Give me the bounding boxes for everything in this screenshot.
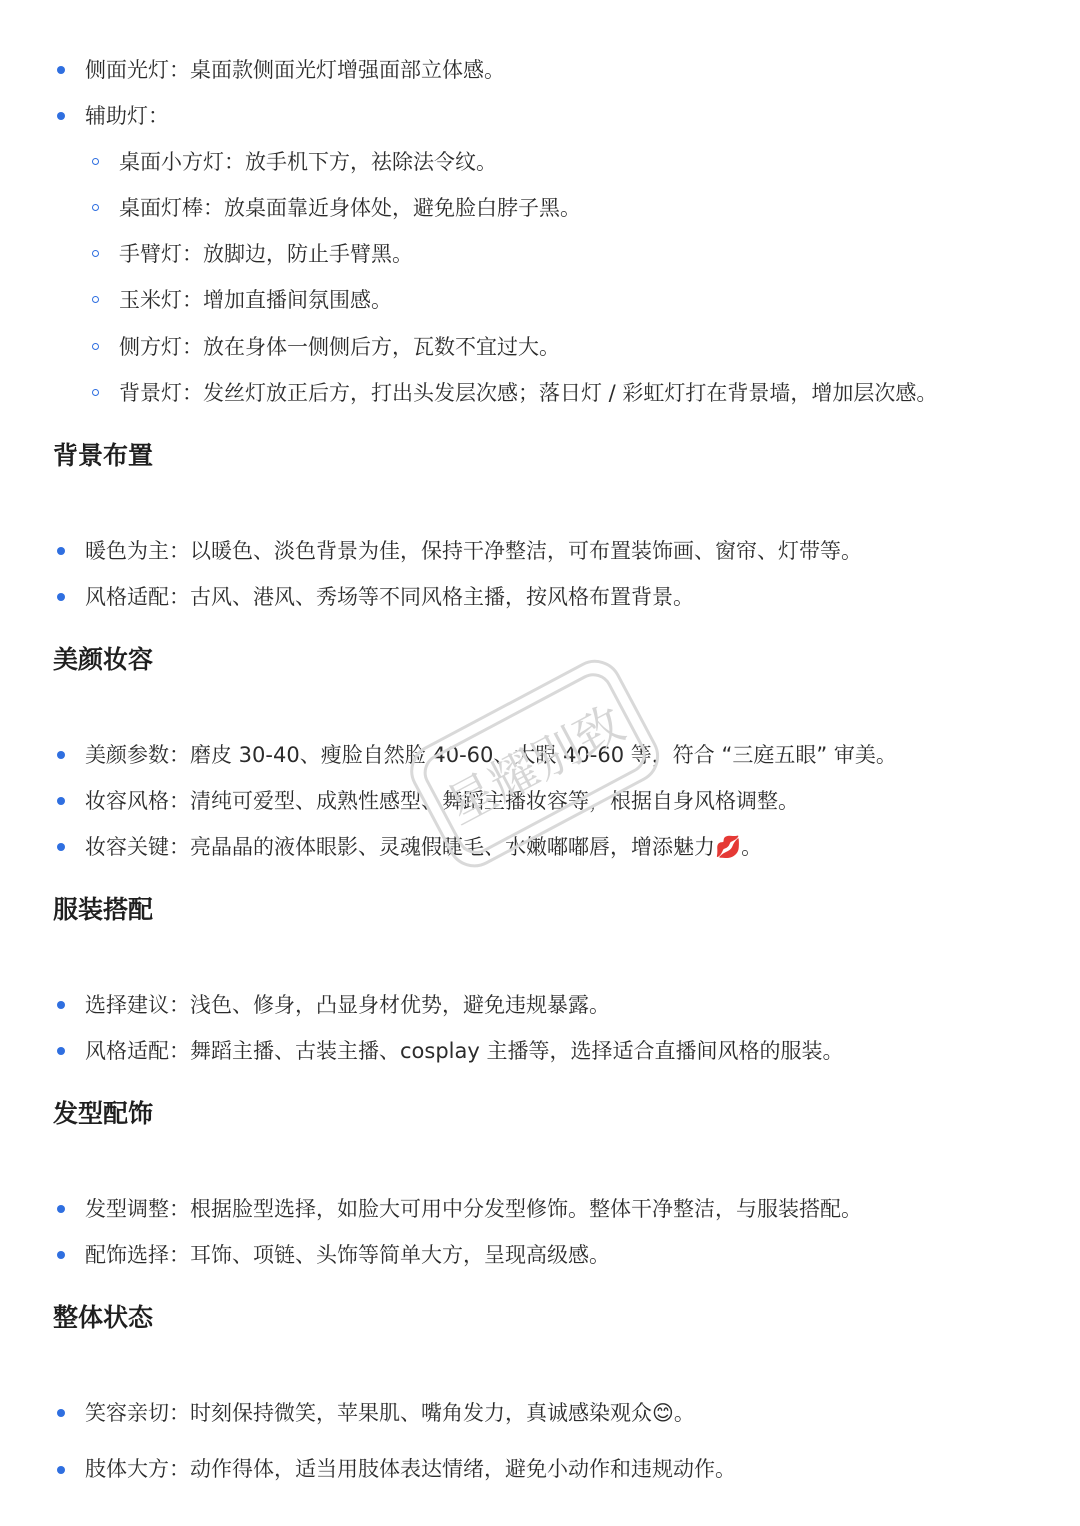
sub-list-item: 玉米灯：增加直播间氛围感。 (119, 288, 392, 312)
sub-bullet-ring (92, 204, 99, 211)
list-item: 妆容关键：亮晶晶的液体眼影、灵魂假睫毛、水嫩嘟嘟唇，增添魅力💋。 (85, 835, 763, 859)
list-item: 妆容风格：清纯可爱型、成熟性感型、舞蹈主播妆容等，根据自身风格调整。 (85, 789, 799, 813)
bullet-dot (57, 797, 65, 805)
list-item-side-light: 侧面光灯：桌面款侧面光灯增强面部立体感。 (85, 58, 505, 82)
list-item: 风格适配：古风、港风、秀场等不同风格主播，按风格布置背景。 (85, 585, 694, 609)
sub-bullet-ring (92, 296, 99, 303)
list-item: 肢体大方：动作得体，适当用肢体表达情绪，避免小动作和违规动作。 (85, 1457, 736, 1481)
sub-list-item: 桌面灯棒：放桌面靠近身体处，避免脸白脖子黑。 (119, 196, 581, 220)
bullet-dot (57, 1205, 65, 1213)
sub-list-item: 桌面小方灯：放手机下方，祛除法令纹。 (119, 150, 497, 174)
section-heading-hairstyle: 发型配饰 (53, 1099, 154, 1128)
sub-list-item: 侧方灯：放在身体一侧侧后方，瓦数不宜过大。 (119, 335, 560, 359)
bullet-dot (57, 1047, 65, 1055)
list-item-aux-light: 辅助灯： (85, 104, 169, 128)
section-heading-makeup: 美颜妆容 (53, 645, 154, 674)
sub-bullet-ring (92, 343, 99, 350)
sub-list-item: 背景灯：发丝灯放正后方，打出头发层次感；落日灯 / 彩虹灯打在背景墙，增加层次感。 (119, 381, 938, 405)
sub-list-item: 手臂灯：放脚边，防止手臂黑。 (119, 242, 413, 266)
sub-bullet-ring (92, 158, 99, 165)
list-item: 发型调整：根据脸型选择，如脸大可用中分发型修饰。整体干净整洁，与服装搭配。 (85, 1197, 862, 1221)
list-item: 暖色为主：以暖色、淡色背景为佳，保持干净整洁，可布置装饰画、窗帘、灯带等。 (85, 539, 862, 563)
list-item: 选择建议：浅色、修身，凸显身材优势，避免违规暴露。 (85, 993, 610, 1017)
list-item: 配饰选择：耳饰、项链、头饰等简单大方，呈现高级感。 (85, 1243, 610, 1267)
bullet-dot (57, 66, 65, 74)
bullet-dot (57, 1001, 65, 1009)
list-item: 风格适配：舞蹈主播、古装主播、cosplay 主播等，选择适合直播间风格的服装。 (85, 1039, 844, 1063)
bullet-dot (57, 1466, 65, 1474)
section-heading-clothing: 服装搭配 (53, 895, 154, 924)
bullet-dot (57, 843, 65, 851)
bullet-dot (57, 593, 65, 601)
list-item: 笑容亲切：时刻保持微笑，苹果肌、嘴角发力，真诚感染观众😊。 (85, 1401, 695, 1425)
sub-bullet-ring (92, 250, 99, 257)
list-item: 美颜参数：磨皮 30-40、瘦脸自然脸 40-60、大眼 40-60 等，符合 “三庭五眼” 审美。 (85, 743, 897, 767)
bullet-dot (57, 1251, 65, 1259)
bullet-dot (57, 112, 65, 120)
bullet-dot (57, 751, 65, 759)
section-heading-overall: 整体状态 (53, 1303, 154, 1332)
watermark-text: 星耀别致 (437, 695, 634, 836)
bullet-dot (57, 547, 65, 555)
section-heading-background: 背景布置 (53, 441, 154, 470)
bullet-dot (57, 1409, 65, 1417)
sub-bullet-ring (92, 389, 99, 396)
